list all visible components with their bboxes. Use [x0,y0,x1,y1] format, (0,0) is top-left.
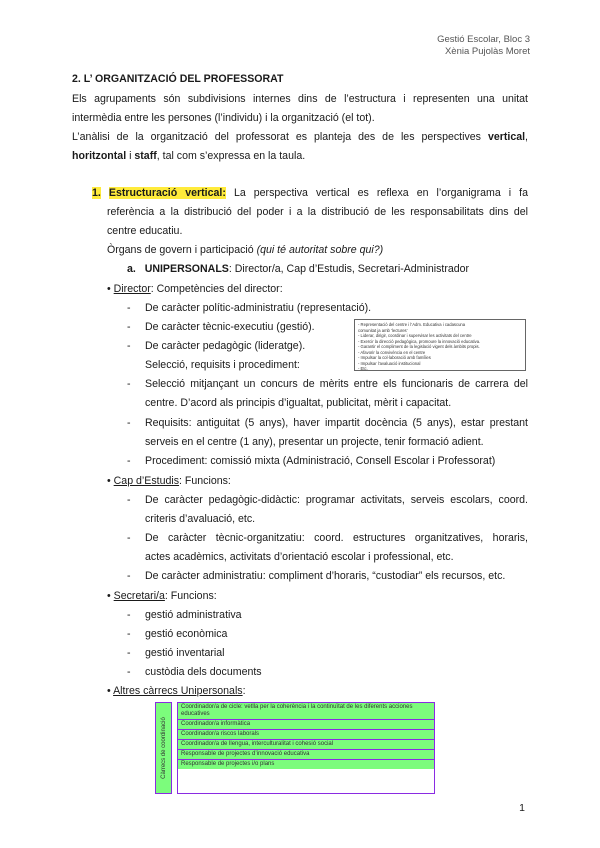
secretari-item: custòdia dels documents [145,666,262,678]
dash: - [127,417,131,429]
note-line: - Impulsar l’avaluació institucional [358,360,421,366]
table-row: Coordinador/a informàtica [178,720,434,730]
director-item: De caràcter pedagògic (lideratge). [145,340,306,352]
cap-item: De caràcter pedagògic-didàctic: programar activitats, serveis escolars, coord. [145,494,528,506]
item1-line: referència a la distribució del poder i a la distribució de les responsabilitats dins del [107,206,528,218]
cap-item: De caràcter administratiu: compliment d’horaris, “custodiar” els recursos, etc. [145,570,506,582]
organs-line: Òrgans de govern i participació (qui té autoritat sobre qui?) [107,244,384,256]
cap-heading: • Cap d’Estudis: Funcions: [107,475,231,487]
director-item: Procediment: comissió mixta (Administració, Consell Escolar i Professorat) [145,455,496,467]
altres-heading: • Altres càrrecs Unipersonals: [107,685,246,697]
secretari-item: gestió administrativa [145,609,242,621]
dash: - [127,378,131,390]
cap-item: De caràcter tècnic-organitzatiu: coord. estructures organitzatives, horaris, [145,532,528,544]
director-item: serveis en el centre (1 any), presentar un projecte, tenir formació adient. [145,436,484,448]
secretari-item: gestió inventarial [145,647,225,659]
table-row: Responsable de projectes i/o plans [178,760,434,769]
page-number: 1 [519,802,525,814]
page-header [437,34,530,58]
note-line: - Impulsar la col·laboració amb famílies [358,355,431,360]
intro-line: L’anàlisi de la organització del professorat es planteja des de les perspectives vertical, [72,131,528,143]
dash: - [127,321,131,333]
note-line: - Liderar, dirigir, coordinar i supervisar les activitats del centre [358,333,472,338]
table-row: Coordinador/a de cicle: vetlla per la coherència i la continuïtat de les diferents acciones educatives [178,703,434,720]
table-row: Coordinador/a de llengua, interculturalitat i cohesió social [178,740,434,750]
cap-item: criteris d’avaluació, etc. [145,513,256,525]
intro-line: Els agrupaments són subdivisions internes dins de l’estructura i representen una unitat [72,93,528,105]
secretari-item: gestió econòmica [145,628,228,640]
director-item: centre. D’acord als principis d’igualtat, publicitat, mèrit i capacitat. [145,397,452,409]
dash: - [127,628,131,640]
director-competences-note [354,319,526,371]
coordination-side-label: Càrrecs de coordinació [155,702,172,794]
unipersonals-line: a. UNIPERSONALS: Director/a, Cap d’Estudis, Secretari-Administrador [127,263,470,275]
table-row: Responsable de projectes d’innovació educativa [178,750,434,760]
dash: - [127,494,131,506]
secretari-heading: • Secretari/a: Funcions: [107,590,217,602]
director-item: Selecció, requisits i procediment: [145,359,300,371]
director-heading: • Director: Competències del director: [107,283,283,295]
dash: - [127,302,131,314]
item1-line: centre educatiu. [107,225,183,237]
director-item: De caràcter tècnic-executiu (gestió). [145,321,315,333]
dash: - [127,340,131,352]
note-line: - Etc. [358,366,368,371]
coordination-roles-table [155,702,435,794]
header-author: Xènia Pujolàs Moret [444,46,530,57]
director-item: De caràcter polític-administratiu (representació). [145,302,372,314]
table-row: Coordinador/a riscos laborals [178,730,434,740]
director-item: Requisits: antiguitat (5 anys), haver impartit docència (5 anys), estar prestant [145,417,528,429]
coordination-rows [177,702,435,794]
note-line: - Afavorir la convivència en el centre [358,349,426,355]
section-title: 2. L’ ORGANITZACIÓ DEL PROFESSORAT [72,73,284,85]
dash: - [127,532,131,544]
dash: - [127,666,131,678]
note-line: comunitat ja amb ‘lectures’ [358,327,408,333]
note-line: - Garantir el compliment de la legislació vigent dels àmbits propis. [358,344,480,349]
dash: - [127,455,131,467]
dash: - [127,647,131,659]
note-line: - Representació del centre i l’Adm. Educativa i cadascuna [358,322,466,327]
cap-item: actes acadèmics, activitats d’orientació escolar i professional, etc. [145,551,454,563]
note-line: - Exercir la direcció pedagògica, promoure la innovació educativa. [358,338,481,344]
intro-line: horitzontal i staff, tal com s’expressa en la taula. [72,150,306,162]
header-course: Gestió Escolar, Bloc 3 [437,34,530,45]
item1-line: 1. Estructuració vertical: La perspectiva vertical es reflexa en l’organigrama i fa [92,187,528,199]
dash: - [127,570,131,582]
dash: - [127,609,131,621]
director-item: Selecció mitjançant un concurs de mèrits entre els funcionaris de carrera del [145,378,528,390]
intro-line: intermèdia entre les persones (l’individu) i la organització (el tot). [72,112,375,124]
